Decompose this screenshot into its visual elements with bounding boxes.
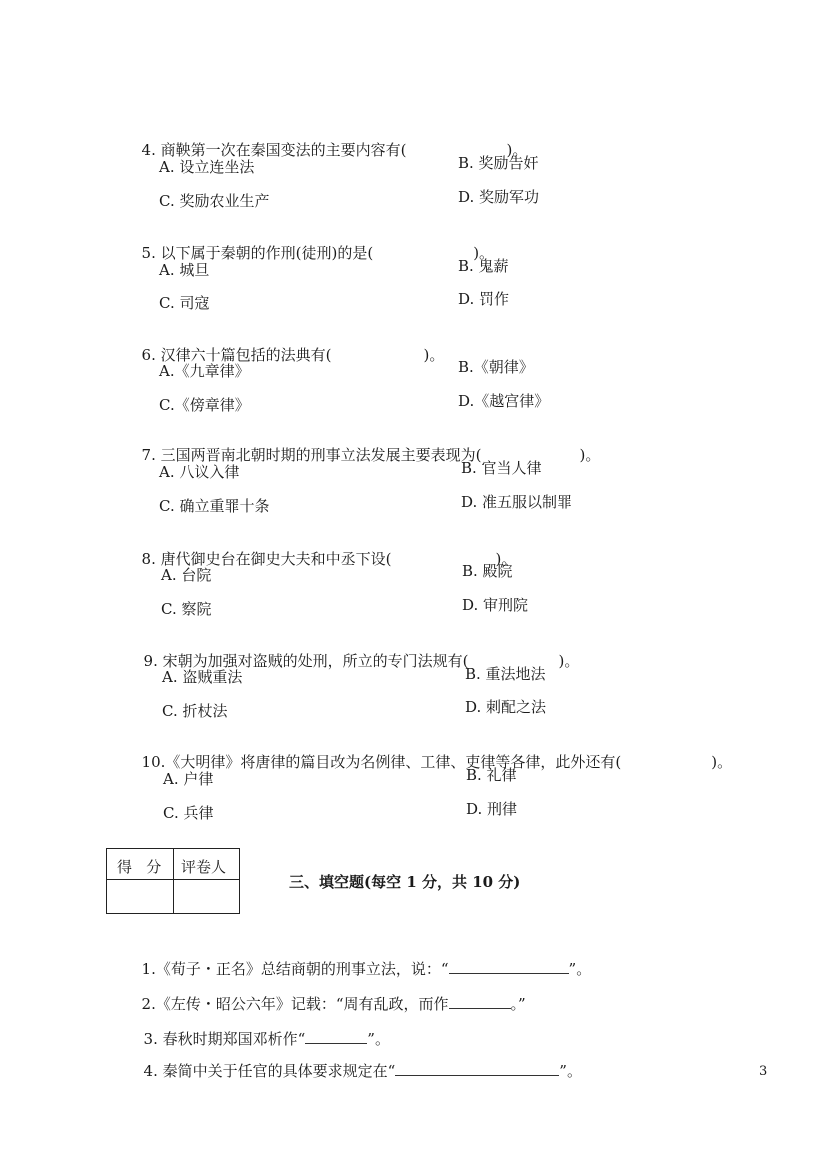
option-d: D. 审刑院 [462, 596, 529, 614]
question-close: )。 [506, 141, 528, 159]
question-number: 4. [141, 141, 156, 159]
option-d: D. 刺配之法 [465, 698, 547, 716]
question-close: )。 [495, 550, 517, 568]
option-c: C. 兵律 [163, 804, 214, 822]
question-number: 8. [141, 550, 156, 568]
fill-question-2 [132, 976, 526, 1013]
question-number: 10. [141, 753, 166, 771]
question-close: )。 [558, 652, 580, 670]
fill-question-4 [134, 1043, 582, 1080]
option-c: C. 司寇 [159, 294, 210, 312]
question-8 [132, 532, 516, 568]
question-10 [132, 735, 732, 771]
option-a: A. 台院 [161, 566, 212, 584]
question-text: 《大明律》将唐律的篇目改为名例律、工律、吏律等各律，此外还有( [165, 753, 622, 771]
fill-text: 3. 春秋时期郑国邓析作“ [143, 1030, 306, 1048]
option-b: B. 重法地法 [465, 665, 546, 683]
option-b: B. 礼律 [466, 766, 517, 784]
answer-blank [449, 959, 569, 974]
option-d: D. 准五服以制罪 [461, 493, 573, 511]
question-number: 7. [141, 446, 156, 464]
fill-text: ”。 [568, 960, 592, 978]
score-table [106, 848, 240, 914]
option-d: D.《越宫律》 [458, 392, 550, 410]
question-text: 三国两晋南北朝时期的刑事立法发展主要表现为( [160, 446, 482, 464]
question-text: 商鞅第一次在秦国变法的主要内容有( [160, 141, 407, 159]
question-number: 5. [141, 244, 156, 262]
question-close: )。 [579, 446, 601, 464]
question-text: 宋朝为加强对盗贼的处刑，所立的专门法规有( [162, 652, 469, 670]
section-title: 三、填空题(每空 1 分，共 10 分) [289, 873, 521, 891]
fill-text: ”。 [367, 1030, 390, 1048]
option-c: C. 确立重罪十条 [159, 497, 270, 515]
option-a: A. 盗贼重法 [162, 668, 243, 686]
answer-blank [395, 1061, 559, 1076]
fill-text: 。” [510, 995, 526, 1013]
question-close: )。 [423, 346, 445, 364]
question-number: 6. [141, 346, 156, 364]
option-d: D. 罚作 [458, 290, 510, 308]
question-number: 9. [143, 652, 158, 670]
option-c: C.《傍章律》 [159, 396, 250, 414]
option-b: B. 殿院 [462, 562, 513, 580]
option-a: A. 设立连坐法 [159, 158, 255, 176]
score-label: 得 分 [117, 858, 162, 876]
option-b: B. 鬼薪 [458, 257, 509, 275]
fill-text: 4. 秦简中关于任官的具体要求规定在“ [143, 1062, 396, 1080]
fill-text: 1.《荀子・正名》总结商朝的刑事立法，说：“ [141, 960, 449, 978]
question-5 [132, 226, 494, 262]
question-6 [132, 328, 444, 364]
option-a: A. 城旦 [159, 261, 210, 279]
fill-text: ”。 [559, 1062, 582, 1080]
option-b: B. 官当人律 [461, 459, 542, 477]
option-d: D. 刑律 [466, 800, 518, 818]
option-a: A.《九章律》 [159, 362, 250, 380]
question-text: 唐代御史台在御史大夫和中丞下设( [160, 550, 392, 568]
table-divider [107, 879, 239, 880]
answer-blank [305, 1029, 367, 1044]
option-c: C. 奖励农业生产 [159, 192, 270, 210]
fill-text: 2.《左传・昭公六年》记载：“周有乱政，而作 [141, 995, 449, 1013]
page-number: 3 [759, 1064, 768, 1079]
answer-blank [449, 994, 511, 1009]
option-b: B.《朝律》 [458, 358, 534, 376]
option-c: C. 察院 [161, 600, 212, 618]
table-divider [173, 849, 174, 913]
question-close: )。 [711, 753, 733, 771]
option-d: D. 奖励军功 [458, 188, 540, 206]
fill-question-1 [132, 941, 591, 978]
option-b: B. 奖励告奸 [458, 154, 539, 172]
question-text: 以下属于秦朝的作刑(徒刑)的是( [160, 244, 374, 262]
option-a: A. 八议入律 [159, 463, 240, 481]
option-a: A. 户律 [163, 770, 214, 788]
question-close: )。 [473, 244, 495, 262]
grader-label: 评卷人 [181, 858, 227, 876]
option-c: C. 折杖法 [162, 702, 228, 720]
question-text: 汉律六十篇包括的法典有( [160, 346, 332, 364]
